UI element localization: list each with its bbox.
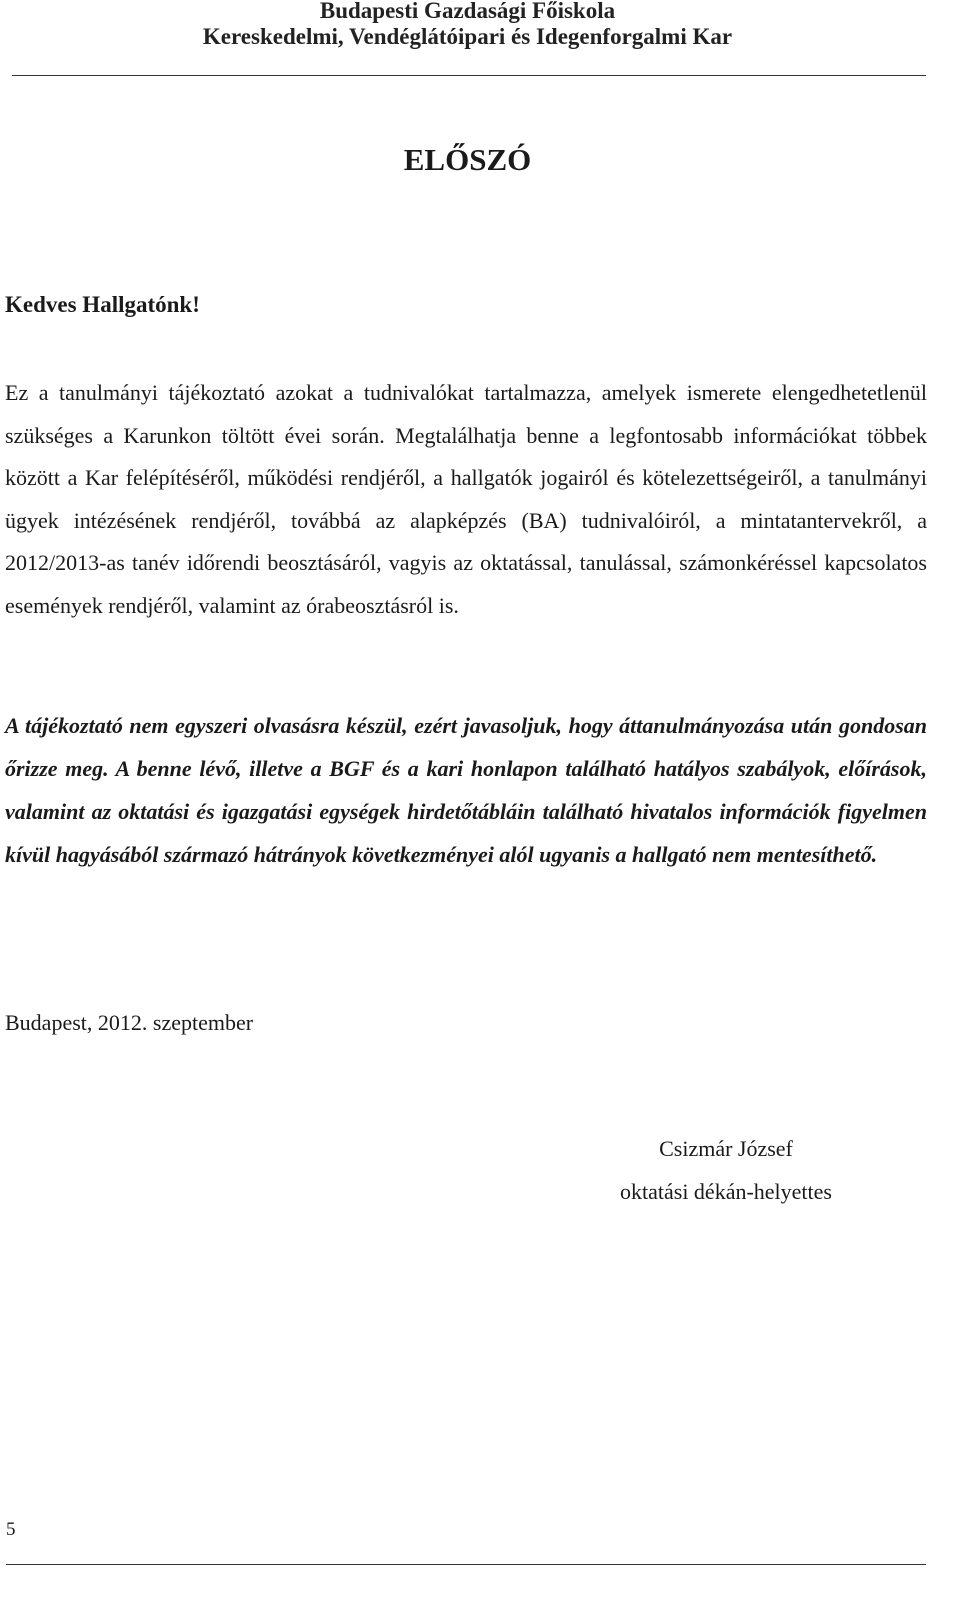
page-number: 5 — [6, 1519, 16, 1540]
header-faculty: Kereskedelmi, Vendéglátóipari és Idegenforgalmi Kar — [202, 24, 733, 49]
salutation: Kedves Hallgatónk! — [5, 292, 200, 317]
intro-paragraph: Ez a tanulmányi tájékoztató azokat a tudnivalókat tartalmazza, amelyek ismerete elengedhetetlenül szükséges a Karunkon töltött évei során. Megtalálhatja benne a legfontosabb információkat többek között a Kar felépítéséről, működési rendjéről, a hallgatók jogairól és kötelezettségeiről, a tanulmányi ügyek intézésének rendjéről, továbbá az alapképzés (BA) tudnivalóiról, a mintatantervekről, a 2012/2013-as tanév időrendi beosztásáról, vagyis az oktatással, tanulással, számonkéréssel kapcsolatos események rendjéről, valamint az órabeosztásról is. — [5, 380, 927, 618]
page-title: ELŐSZÓ — [403, 142, 532, 177]
place-date: Budapest, 2012. szeptember — [5, 1010, 254, 1035]
signature-role: oktatási dékán-helyettes — [620, 1179, 832, 1204]
signature-name: Csizmár József — [659, 1136, 793, 1161]
notice-paragraph: A tájékoztató nem egyszeri olvasásra készül, ezért javasoljuk, hogy áttanulmányozása után gondosan őrizze meg. A benne lévő, illetve a BGF és a kari honlapon található hatályos szabályok, előírások, valamint az oktatási és igazgatási egységek hirdetőtábláin található hivatalos információk figyelmen kívül hagyásából származó hátrányok következményei alól ugyanis a hallgató nem mentesíthető. — [5, 713, 927, 867]
header-institution: Budapesti Gazdasági Főiskola — [319, 0, 616, 23]
footer-divider — [6, 1564, 926, 1565]
header-divider — [12, 75, 926, 76]
